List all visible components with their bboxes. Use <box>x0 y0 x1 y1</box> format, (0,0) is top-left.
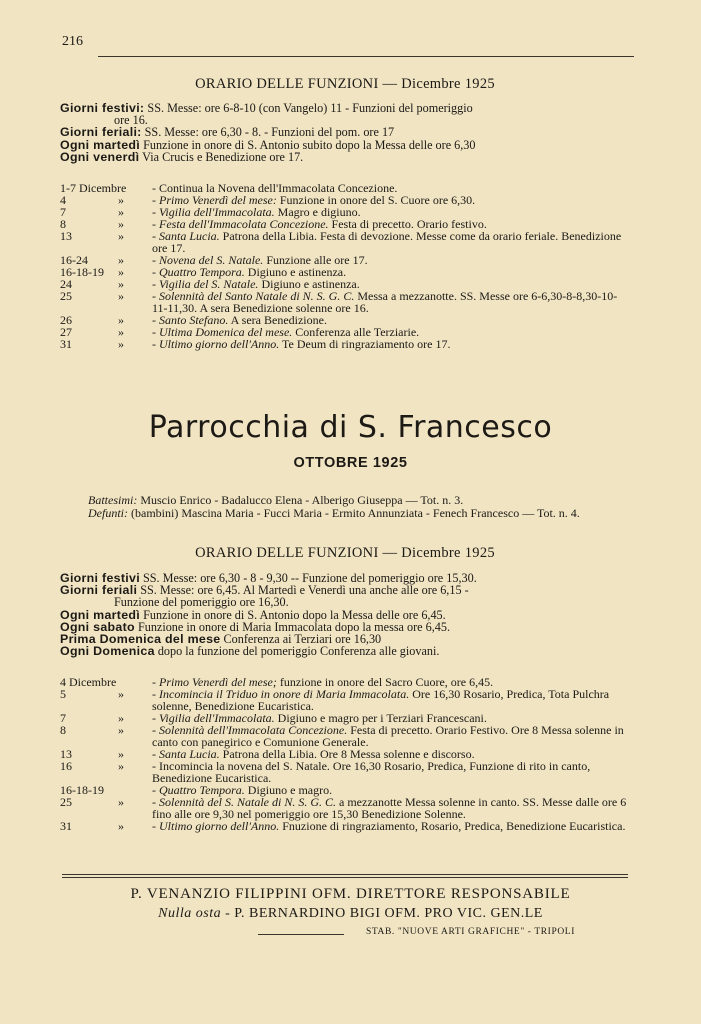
calendar-day: 25 <box>60 289 72 303</box>
calendar-entry: - Continua la Novena dell'Immacolata Concezione. <box>152 181 398 195</box>
calendar-entry: - Santa Lucia. Patrona della Libia. Festa di devozione. Messe come da orario feriale. Benedizione ore 17. <box>152 229 622 255</box>
calendar-entry: - Incomincia il Triduo in onore di Maria Immacolata. Ore 16,30 Rosario, Predica, Tota Pulchra solenne, Benedizione Eucaristica. <box>152 687 610 713</box>
schedule-label: Prima Domenica del mese <box>60 632 221 647</box>
ditto-mark: » <box>118 711 124 725</box>
calendar-day: 16 <box>60 759 72 773</box>
schedule-text: Via Crucis e Benedizione ore 17. <box>139 149 304 164</box>
schedule-text: Funzione in onore di Maria Immacolata dopo la messa ore 6,45. <box>134 619 451 634</box>
schedule-text: SS. Messe: ore 6,45. Al Martedì e Venerdì una anche alle ore 6,15 - <box>137 583 469 598</box>
page-number: 216 <box>62 34 83 49</box>
schedule-text: SS. Messe: ore 6-8-10 (con Vangelo) 11 - Funzioni del pomeriggio <box>144 101 473 115</box>
calendar-entry: - Vigilia del S. Natale. Digiuno e astinenza. <box>152 277 360 291</box>
schedule-text: Funzione in onore di S. Antonio subito dopo la Messa delle ore 6,30 <box>140 137 476 152</box>
calendar-entry: - Solennità del S. Natale di N. S. G. C. a mezzanotte Messa solenne in canto. SS. Messe dalle ore 6 fino alle ore 9,30 nel pomeriggio ore 15,30 Benedizione Solenne. <box>152 795 627 821</box>
calendar-entry: - Santo Stefano. A sera Benedizione. <box>152 313 327 327</box>
calendar-entry: - Santa Lucia. Patrona della Libia. Ore 8 Messa solenne e discorso. <box>152 747 475 761</box>
nulla-osta-label: Nulla osta <box>158 906 222 921</box>
calendar-day: 13 <box>60 229 72 243</box>
calendar-entry: - Quattro Tempora. Digiuno e magro. <box>152 783 333 797</box>
section2-schedule <box>60 572 636 657</box>
schedule-text: dopo la funzione del pomeriggio Conferenza alle giovani. <box>154 644 440 659</box>
section1-calendar <box>60 182 636 350</box>
schedule-label: Ogni martedì <box>60 137 141 152</box>
battesimi-label: Battesimi: <box>88 493 138 507</box>
calendar-day: 24 <box>60 277 72 291</box>
calendar-entry: - Primo Venerdì del mese: Funzione in onore del S. Cuore ore 6,30. <box>152 193 476 207</box>
ditto-mark: » <box>118 265 124 279</box>
calendar-entry: - Incomincia la novena del S. Natale. Ore 16,30 Rosario, Predica, Funzione di rito in canto, Benedizione Eucaristica. <box>152 759 591 785</box>
schedule-label: Giorni festivi: <box>60 101 145 115</box>
calendar-day: 5 <box>60 687 66 701</box>
section2-heading: ORARIO DELLE FUNZIONI — Dicembre 1925 <box>195 545 495 561</box>
calendar-day: 8 <box>60 217 66 231</box>
calendar-row <box>60 290 622 314</box>
calendar-day: 1-7 Dicembre <box>60 181 127 195</box>
ditto-mark: » <box>118 325 124 339</box>
footer-rule <box>62 877 628 878</box>
calendar-day: 7 <box>60 711 66 725</box>
calendar-day: 4 Dicembre <box>60 675 117 689</box>
ditto-mark: » <box>118 217 124 231</box>
calendar-entry: - Vigilia dell'Immacolata. Digiuno e magro per i Terziari Francescani. <box>152 711 487 725</box>
ditto-mark: » <box>118 687 124 701</box>
schedule-label: Ogni Domenica <box>60 644 155 659</box>
calendar-entry: - Ultimo giorno dell'Anno. Te Deum di ringraziamento ore 17. <box>152 337 451 351</box>
schedule-label: Giorni feriali <box>60 583 138 598</box>
schedule-row <box>60 151 636 163</box>
footer-rule <box>62 874 628 875</box>
nulla-osta-text: - P. BERNARDINO BIGI OFM. PRO VIC. GEN.LE <box>221 906 543 921</box>
ditto-mark: » <box>118 747 124 761</box>
ditto-mark: » <box>118 205 124 219</box>
ditto-mark: » <box>118 723 124 737</box>
footer-nulla-osta <box>0 906 701 922</box>
printer-credit: STAB. "NUOVE ARTI GRAFICHE" - TRIPOLI <box>366 927 575 937</box>
schedule-label: Ogni martedì <box>60 607 141 622</box>
ditto-mark: » <box>118 229 124 243</box>
calendar-entry: - Solennità dell'Immacolata Concezione. Festa di precetto. Orario Festivo. Ore 8 Messa solenne in canto con panegirico e Comunione Generale. <box>152 723 624 749</box>
schedule-label: Ogni venerdì <box>60 149 140 164</box>
calendar-table <box>60 182 622 350</box>
battesimi-text: Muscio Enrico - Badalucco Elena - Alberigo Giuseppa — Tot. n. 3. <box>137 493 464 507</box>
ditto-mark: » <box>118 277 124 291</box>
calendar-day: 31 <box>60 337 72 351</box>
calendar-entry: - Festa dell'Immacolata Concezione. Festa di precetto. Orario festivo. <box>152 217 487 231</box>
defunti-text: (bambini) Mascina Maria - Fucci Maria - Ermito Annunziata - Fenech Francesco — Tot. n. 4. <box>128 505 580 520</box>
calendar-table <box>60 676 630 832</box>
calendar-day: 25 <box>60 795 72 809</box>
calendar-entry: - Novena del S. Natale. Funzione alle ore 17. <box>152 253 368 267</box>
defunti-label: Defunti: <box>88 505 128 520</box>
ditto-mark: » <box>118 795 124 809</box>
calendar-day: 16-24 <box>60 253 88 267</box>
calendar-row <box>60 796 630 820</box>
parish-subtitle: OTTOBRE 1925 <box>293 455 408 471</box>
calendar-row <box>60 230 622 254</box>
schedule-text: Funzione del pomeriggio ore 16,30. <box>114 595 289 610</box>
calendar-row <box>60 724 630 748</box>
calendar-entry: - Vigilia dell'Immacolata. Magro e digiuno. <box>152 205 361 219</box>
parish-records <box>60 494 636 519</box>
calendar-day: 27 <box>60 325 72 339</box>
schedule-row <box>60 645 636 657</box>
calendar-entry: - Quattro Tempora. Digiuno e astinenza. <box>152 265 347 279</box>
schedule-text: Funzione in onore di S. Antonio dopo la Messa delle ore 6,45. <box>140 607 446 622</box>
calendar-day: 8 <box>60 723 66 737</box>
printer-rule <box>258 934 344 935</box>
schedule-text: ore 16. <box>114 113 148 128</box>
schedule-text: SS. Messe: ore 6,30 - 8. - Funzioni del pom. ore 17 <box>141 125 395 140</box>
calendar-row <box>60 760 630 784</box>
calendar-day: 16-18-19 <box>60 265 104 279</box>
schedule-label: Giorni feriali: <box>60 125 142 140</box>
schedule-text: Conferenza ai Terziari ore 16,30 <box>220 632 382 647</box>
section2-calendar <box>60 676 636 832</box>
section1-schedule <box>60 102 636 163</box>
ditto-mark: » <box>118 289 124 303</box>
ditto-mark: » <box>118 759 124 773</box>
calendar-entry: - Primo Venerdì del mese; funzione in onore del Sacro Cuore, ore 6,45. <box>152 675 494 689</box>
parish-title: Parrocchia di S. Francesco <box>148 410 553 445</box>
calendar-day: 7 <box>60 205 66 219</box>
section1-heading: ORARIO DELLE FUNZIONI — Dicembre 1925 <box>195 76 495 92</box>
calendar-entry: - Solennità del Santo Natale di N. S. G. C. Messa a mezzanotte. SS. Messe ore 6-6,30-8-8,30-10-11-11,30. A sera Benedizione solenne ore 16. <box>152 289 618 315</box>
ditto-mark: » <box>118 253 124 267</box>
ditto-mark: » <box>118 313 124 327</box>
footer-director: P. VENANZIO FILIPPINI OFM. DIRETTORE RESPONSABILE <box>130 886 571 902</box>
calendar-entry: - Ultimo giorno dell'Anno. Fnuzione di ringraziamento, Rosario, Predica, Benedizione Eucaristica. <box>152 819 626 833</box>
calendar-day: 4 <box>60 193 66 207</box>
calendar-day: 26 <box>60 313 72 327</box>
ditto-mark: » <box>118 193 124 207</box>
schedule-label: Giorni festivi <box>60 571 140 585</box>
calendar-row <box>60 688 630 712</box>
calendar-row <box>60 338 622 350</box>
calendar-row <box>60 820 630 832</box>
calendar-day: 16-18-19 <box>60 783 104 797</box>
calendar-day: 13 <box>60 747 72 761</box>
calendar-day: 31 <box>60 819 72 833</box>
defunti-line <box>60 507 636 520</box>
calendar-entry: - Ultima Domenica del mese. Conferenza alle Terziarie. <box>152 325 420 339</box>
schedule-label: Ogni sabato <box>60 619 135 634</box>
ditto-mark: » <box>118 819 124 833</box>
ditto-mark: » <box>118 337 124 351</box>
top-rule <box>98 56 634 57</box>
schedule-text: SS. Messe: ore 6,30 - 8 - 9,30 -- Funzione del pomeriggio ore 15,30. <box>139 571 477 585</box>
